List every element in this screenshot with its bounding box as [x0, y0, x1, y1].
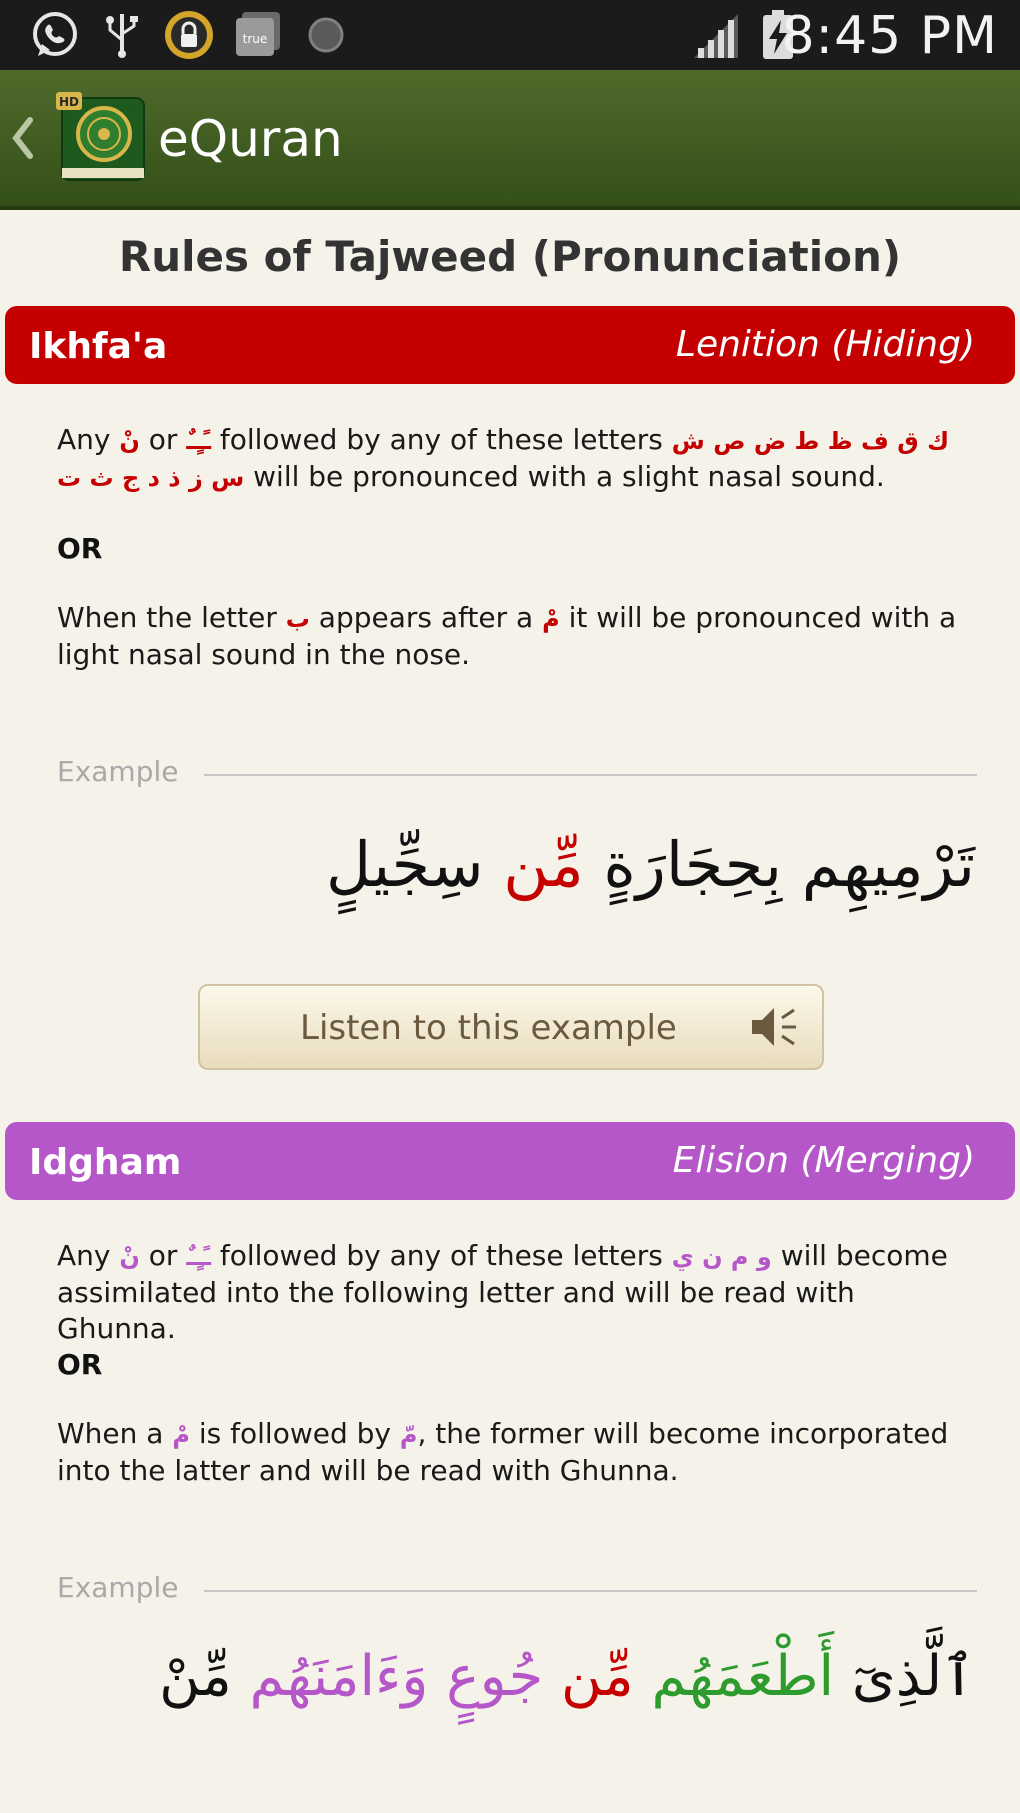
- usb-icon: [102, 8, 142, 62]
- verse-word: مِّنْ: [159, 1644, 232, 1709]
- example-divider: [57, 1571, 977, 1611]
- example-verse: [45, 828, 975, 901]
- text-fragment: , the former will become incorporated into the latter and will be read with Ghunna.: [57, 1417, 949, 1487]
- rule-description: [57, 422, 977, 496]
- listen-button-label: Listen to this example: [300, 1008, 677, 1048]
- verse-word: جُوعٍ: [446, 1644, 544, 1709]
- text-fragment: or: [148, 1239, 178, 1272]
- arabic-letters: و م ن ي: [671, 1243, 772, 1271]
- app-title: eQuran: [158, 110, 343, 168]
- divider-line: [204, 1590, 977, 1592]
- listen-example-button[interactable]: [198, 984, 824, 1070]
- chevron-left-icon[interactable]: [8, 110, 36, 166]
- arabic-meem: مْ: [172, 1421, 190, 1449]
- text-fragment: When the letter: [57, 601, 277, 634]
- example-verse: [45, 1644, 975, 1709]
- arabic-letters: ك ق ف ظ ط ض ص ش س ز ذ د ج ث ت: [57, 427, 950, 492]
- text-fragment: Any: [57, 423, 111, 456]
- text-fragment: it will be pronounced with a light nasal sound in the nose.: [57, 601, 957, 671]
- arabic-ba: ب: [285, 605, 310, 633]
- or-label: OR: [57, 532, 103, 565]
- arabic-noon: نْ: [119, 427, 140, 455]
- verse-word: سِجِّيلٍ: [325, 828, 484, 901]
- verse-word: مِّن: [503, 828, 584, 901]
- arabic-meem: مْ: [542, 605, 560, 633]
- verse-word: أَطْعَمَهُم: [651, 1644, 835, 1709]
- signal-icon: [690, 8, 742, 62]
- notification-badge-text: true: [242, 32, 268, 46]
- arabic-tanween: ـًـٍـٌ: [186, 1243, 211, 1271]
- example-label: Example: [57, 1571, 179, 1604]
- status-time: 8:45 PM: [781, 6, 998, 66]
- app-bar: [0, 70, 1020, 210]
- whatsapp-icon: [26, 8, 84, 62]
- verse-word: مِّن: [561, 1644, 634, 1709]
- example-label: Example: [57, 755, 179, 788]
- status-bar: [0, 0, 1020, 70]
- page-title: Rules of Tajweed (Pronunciation): [118, 232, 902, 281]
- app-logo[interactable]: [56, 92, 148, 184]
- text-fragment: is followed by: [198, 1417, 391, 1450]
- lock-icon: [162, 8, 216, 62]
- rule-description-alt: [57, 1416, 977, 1489]
- arabic-meem-shadda: مّ: [399, 1421, 418, 1449]
- arabic-tanween: ـًـٍـٌ: [186, 427, 211, 455]
- rule-meaning: Lenition (Hiding): [675, 324, 975, 365]
- divider-line: [204, 774, 977, 776]
- text-fragment: When a: [57, 1417, 164, 1450]
- verse-word: وَءَامَنَهُم: [249, 1644, 429, 1709]
- text-fragment: appears after a: [318, 601, 534, 634]
- text-fragment: will become assimilated into the following letter and will be read with Ghunna.: [57, 1239, 948, 1345]
- example-divider: [57, 755, 977, 795]
- speaker-icon: [748, 1002, 802, 1052]
- verse-word: ٱلَّذِىٓ: [851, 1644, 975, 1709]
- app-notification-icon: [232, 8, 284, 62]
- rule-header-ikhfaa: [5, 306, 1015, 384]
- text-fragment: will be pronounced with a slight nasal sound.: [253, 460, 885, 493]
- or-label: OR: [57, 1348, 103, 1381]
- verse-word: بِحِجَارَةٍ: [603, 828, 783, 901]
- rule-description: [57, 1238, 977, 1347]
- rule-header-idgham: [5, 1122, 1015, 1200]
- text-fragment: or: [148, 423, 178, 456]
- text-fragment: followed by any of these letters: [219, 423, 663, 456]
- rule-name: Ikhfa'a: [29, 326, 168, 367]
- logo-badge: HD: [58, 95, 80, 109]
- arabic-noon: نْ: [119, 1243, 140, 1271]
- text-fragment: followed by any of these letters: [219, 1239, 663, 1272]
- rule-meaning: Elision (Merging): [672, 1140, 975, 1181]
- verse-word: تَرْمِيهِم: [801, 828, 975, 901]
- rule-description-alt: [57, 600, 977, 673]
- chat-icon: [304, 8, 348, 62]
- rule-name: Idgham: [29, 1142, 182, 1183]
- text-fragment: Any: [57, 1239, 111, 1272]
